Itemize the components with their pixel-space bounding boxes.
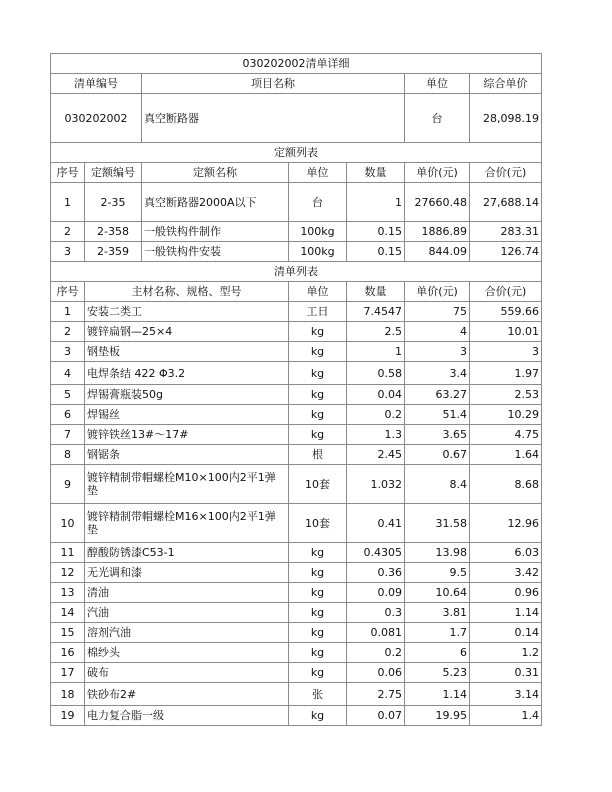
material-row xyxy=(51,322,542,342)
material-no: 14 xyxy=(51,603,85,623)
quota-total: 283.31 xyxy=(470,222,542,242)
bill-unit: 台 xyxy=(405,94,470,143)
quota-name: 一般铁构件制作 xyxy=(142,222,289,242)
material-unit: kg xyxy=(289,563,347,583)
material-no: 11 xyxy=(51,543,85,563)
material-section-title: 清单列表 xyxy=(51,262,542,282)
material-unit-price: 31.58 xyxy=(405,504,470,543)
material-unit: kg xyxy=(289,385,347,405)
header-unit-label: 单位 xyxy=(405,74,470,94)
quota-section-title-row xyxy=(51,143,542,163)
material-unit: 根 xyxy=(289,445,347,465)
quota-col-unit-price: 单价(元) xyxy=(405,163,470,183)
quota-col-qty: 数量 xyxy=(347,163,405,183)
material-unit-price: 1.7 xyxy=(405,623,470,643)
material-unit-price: 10.64 xyxy=(405,583,470,603)
material-row xyxy=(51,663,542,683)
material-qty: 0.2 xyxy=(347,405,405,425)
material-no: 15 xyxy=(51,623,85,643)
material-qty: 2.5 xyxy=(347,322,405,342)
material-unit-price: 4 xyxy=(405,322,470,342)
quota-unit: 台 xyxy=(289,183,347,222)
material-name: 镀锌精制带帽螺栓M10×100内2平1弹垫 xyxy=(85,465,289,504)
material-row xyxy=(51,425,542,445)
material-row xyxy=(51,563,542,583)
material-unit: kg xyxy=(289,663,347,683)
material-col-no: 序号 xyxy=(51,282,85,302)
quota-col-name: 定额名称 xyxy=(142,163,289,183)
material-name: 安装二类工 xyxy=(85,302,289,322)
material-qty: 2.45 xyxy=(347,445,405,465)
header-labels-row xyxy=(51,74,542,94)
bill-price: 28,098.19 xyxy=(470,94,542,143)
material-unit: 10套 xyxy=(289,504,347,543)
material-total: 6.03 xyxy=(470,543,542,563)
material-col-qty: 数量 xyxy=(347,282,405,302)
material-unit: kg xyxy=(289,405,347,425)
material-unit-price: 3 xyxy=(405,342,470,362)
material-no: 5 xyxy=(51,385,85,405)
material-unit: kg xyxy=(289,603,347,623)
material-total: 1.2 xyxy=(470,643,542,663)
quota-col-no: 序号 xyxy=(51,163,85,183)
quota-row xyxy=(51,242,542,262)
material-qty: 0.07 xyxy=(347,706,405,726)
material-row xyxy=(51,342,542,362)
material-col-unit: 单位 xyxy=(289,282,347,302)
material-no: 4 xyxy=(51,362,85,385)
material-row xyxy=(51,504,542,543)
material-unit: 10套 xyxy=(289,465,347,504)
material-total: 3 xyxy=(470,342,542,362)
material-name: 镀锌精制带帽螺栓M16×100内2平1弹垫 xyxy=(85,504,289,543)
material-unit: kg xyxy=(289,643,347,663)
material-total: 0.96 xyxy=(470,583,542,603)
material-name: 醇酸防锈漆C53-1 xyxy=(85,543,289,563)
material-col-total: 合价(元) xyxy=(470,282,542,302)
material-unit-price: 19.95 xyxy=(405,706,470,726)
bill-name: 真空断路器 xyxy=(142,94,405,143)
material-qty: 0.09 xyxy=(347,583,405,603)
material-no: 18 xyxy=(51,683,85,706)
material-name: 镀锌铁丝13#～17# xyxy=(85,425,289,445)
material-qty: 0.081 xyxy=(347,623,405,643)
material-row xyxy=(51,385,542,405)
material-no: 9 xyxy=(51,465,85,504)
material-name: 棉纱头 xyxy=(85,643,289,663)
header-name-label: 项目名称 xyxy=(142,74,405,94)
material-no: 12 xyxy=(51,563,85,583)
material-qty: 7.4547 xyxy=(347,302,405,322)
quota-qty: 1 xyxy=(347,183,405,222)
quota-unit: 100kg xyxy=(289,242,347,262)
quota-total: 126.74 xyxy=(470,242,542,262)
material-row xyxy=(51,643,542,663)
header-values-row xyxy=(51,94,542,143)
material-row xyxy=(51,445,542,465)
material-unit: kg xyxy=(289,362,347,385)
material-unit-price: 63.27 xyxy=(405,385,470,405)
material-unit-price: 6 xyxy=(405,643,470,663)
material-unit: kg xyxy=(289,623,347,643)
material-unit: 工日 xyxy=(289,302,347,322)
quota-col-total: 合价(元) xyxy=(470,163,542,183)
quota-section-title: 定额列表 xyxy=(51,143,542,163)
material-row xyxy=(51,362,542,385)
material-unit: kg xyxy=(289,543,347,563)
material-qty: 1 xyxy=(347,342,405,362)
material-unit: kg xyxy=(289,706,347,726)
material-col-unit-price: 单价(元) xyxy=(405,282,470,302)
quota-unit-price: 844.09 xyxy=(405,242,470,262)
material-qty: 0.58 xyxy=(347,362,405,385)
quota-code: 2-359 xyxy=(85,242,142,262)
material-unit: kg xyxy=(289,583,347,603)
material-no: 8 xyxy=(51,445,85,465)
material-no: 1 xyxy=(51,302,85,322)
material-no: 13 xyxy=(51,583,85,603)
material-qty: 0.4305 xyxy=(347,543,405,563)
material-total: 8.68 xyxy=(470,465,542,504)
material-no: 3 xyxy=(51,342,85,362)
material-name: 溶剂汽油 xyxy=(85,623,289,643)
quota-unit-price: 27660.48 xyxy=(405,183,470,222)
material-name: 电力复合脂一级 xyxy=(85,706,289,726)
quota-columns-row xyxy=(51,163,542,183)
material-total: 3.42 xyxy=(470,563,542,583)
material-total: 12.96 xyxy=(470,504,542,543)
material-name: 钢锯条 xyxy=(85,445,289,465)
bill-detail-table xyxy=(50,53,542,726)
quota-col-code: 定额编号 xyxy=(85,163,142,183)
material-qty: 2.75 xyxy=(347,683,405,706)
material-name: 汽油 xyxy=(85,603,289,623)
material-qty: 0.2 xyxy=(347,643,405,663)
material-name: 电焊条结 422 Φ3.2 xyxy=(85,362,289,385)
quota-row xyxy=(51,222,542,242)
material-unit-price: 0.67 xyxy=(405,445,470,465)
header-price-label: 综合单价 xyxy=(470,74,542,94)
material-total: 1.14 xyxy=(470,603,542,623)
quota-qty: 0.15 xyxy=(347,242,405,262)
title-row xyxy=(51,54,542,74)
material-qty: 0.06 xyxy=(347,663,405,683)
quota-code: 2-35 xyxy=(85,183,142,222)
material-unit: kg xyxy=(289,425,347,445)
material-columns-row xyxy=(51,282,542,302)
material-unit-price: 3.65 xyxy=(405,425,470,445)
material-total: 1.64 xyxy=(470,445,542,465)
quota-no: 3 xyxy=(51,242,85,262)
material-unit-price: 3.4 xyxy=(405,362,470,385)
material-no: 10 xyxy=(51,504,85,543)
material-row xyxy=(51,603,542,623)
material-name: 钢垫板 xyxy=(85,342,289,362)
quota-total: 27,688.14 xyxy=(470,183,542,222)
material-row xyxy=(51,706,542,726)
material-no: 2 xyxy=(51,322,85,342)
material-name: 清油 xyxy=(85,583,289,603)
material-unit-price: 51.4 xyxy=(405,405,470,425)
material-total: 2.53 xyxy=(470,385,542,405)
material-total: 10.29 xyxy=(470,405,542,425)
quota-row xyxy=(51,183,542,222)
material-unit-price: 1.14 xyxy=(405,683,470,706)
material-total: 0.31 xyxy=(470,663,542,683)
quota-qty: 0.15 xyxy=(347,222,405,242)
material-total: 1.97 xyxy=(470,362,542,385)
material-total: 0.14 xyxy=(470,623,542,643)
material-no: 16 xyxy=(51,643,85,663)
material-name: 铁砂布2# xyxy=(85,683,289,706)
material-row xyxy=(51,543,542,563)
material-total: 10.01 xyxy=(470,322,542,342)
material-section-title-row xyxy=(51,262,542,282)
material-no: 7 xyxy=(51,425,85,445)
material-unit-price: 8.4 xyxy=(405,465,470,504)
bill-code: 030202002 xyxy=(51,94,142,143)
material-col-name: 主材名称、规格、型号 xyxy=(85,282,289,302)
quota-unit: 100kg xyxy=(289,222,347,242)
material-unit-price: 13.98 xyxy=(405,543,470,563)
material-total: 559.66 xyxy=(470,302,542,322)
material-row xyxy=(51,583,542,603)
quota-code: 2-358 xyxy=(85,222,142,242)
material-no: 17 xyxy=(51,663,85,683)
material-name: 焊锡丝 xyxy=(85,405,289,425)
material-qty: 0.04 xyxy=(347,385,405,405)
quota-name: 真空断路器2000A以下 xyxy=(142,183,289,222)
material-row xyxy=(51,683,542,706)
material-qty: 0.3 xyxy=(347,603,405,623)
page-title: 030202002清单详细 xyxy=(51,54,542,74)
material-unit-price: 75 xyxy=(405,302,470,322)
material-unit-price: 9.5 xyxy=(405,563,470,583)
material-unit-price: 3.81 xyxy=(405,603,470,623)
material-qty: 0.36 xyxy=(347,563,405,583)
material-qty: 1.032 xyxy=(347,465,405,504)
material-unit: kg xyxy=(289,322,347,342)
material-qty: 0.41 xyxy=(347,504,405,543)
material-row xyxy=(51,465,542,504)
material-name: 焊锡膏瓶装50g xyxy=(85,385,289,405)
material-total: 4.75 xyxy=(470,425,542,445)
material-no: 19 xyxy=(51,706,85,726)
material-unit: 张 xyxy=(289,683,347,706)
quota-no: 2 xyxy=(51,222,85,242)
material-unit: kg xyxy=(289,342,347,362)
quota-no: 1 xyxy=(51,183,85,222)
header-code-label: 清单编号 xyxy=(51,74,142,94)
material-name: 镀锌扁钢—25×4 xyxy=(85,322,289,342)
material-row xyxy=(51,623,542,643)
material-qty: 1.3 xyxy=(347,425,405,445)
material-name: 破布 xyxy=(85,663,289,683)
material-unit-price: 5.23 xyxy=(405,663,470,683)
material-total: 1.4 xyxy=(470,706,542,726)
quota-unit-price: 1886.89 xyxy=(405,222,470,242)
material-name: 无光调和漆 xyxy=(85,563,289,583)
quota-name: 一般铁构件安装 xyxy=(142,242,289,262)
material-total: 3.14 xyxy=(470,683,542,706)
quota-col-unit: 单位 xyxy=(289,163,347,183)
material-no: 6 xyxy=(51,405,85,425)
material-row xyxy=(51,405,542,425)
material-row xyxy=(51,302,542,322)
